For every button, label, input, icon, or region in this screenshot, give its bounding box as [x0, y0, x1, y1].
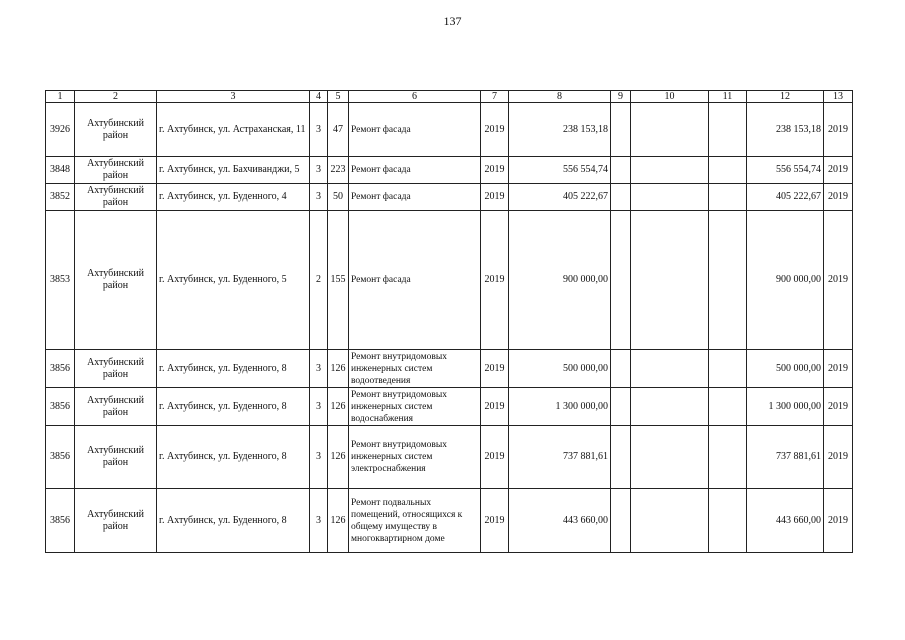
address: г. Ахтубинск, ул. Буденного, 8 — [157, 426, 310, 489]
address: г. Ахтубинск, ул. Буденного, 4 — [157, 184, 310, 211]
table-row — [46, 489, 853, 553]
cell-col9 — [611, 103, 631, 157]
column-header: 7 — [481, 91, 509, 103]
cell-col9 — [611, 350, 631, 388]
work-type: Ремонт подвальных помещений, относящихся к общему имуществу в многоквартирном доме — [349, 489, 481, 553]
table-row — [46, 350, 853, 388]
cost-total: 556 554,74 — [747, 157, 824, 184]
cell-col5: 126 — [328, 388, 349, 426]
cell-col10 — [631, 388, 709, 426]
column-header: 3 — [157, 91, 310, 103]
cell-col10 — [631, 211, 709, 350]
cost-total: 900 000,00 — [747, 211, 824, 350]
cell-col11 — [709, 211, 747, 350]
cell-col11 — [709, 157, 747, 184]
cost: 737 881,61 — [509, 426, 611, 489]
completion-year: 2019 — [824, 184, 853, 211]
cell-col5: 126 — [328, 489, 349, 553]
address: г. Ахтубинск, ул. Буденного, 8 — [157, 388, 310, 426]
cell-col10 — [631, 184, 709, 211]
row-id: 3926 — [46, 103, 75, 157]
row-id: 3856 — [46, 426, 75, 489]
row-id: 3856 — [46, 350, 75, 388]
completion-year: 2019 — [824, 103, 853, 157]
district: Ахтубинский район — [75, 103, 157, 157]
cost-total: 1 300 000,00 — [747, 388, 824, 426]
row-id: 3848 — [46, 157, 75, 184]
cost-total: 737 881,61 — [747, 426, 824, 489]
column-header: 5 — [328, 91, 349, 103]
district: Ахтубинский район — [75, 489, 157, 553]
column-header: 1 — [46, 91, 75, 103]
column-header: 10 — [631, 91, 709, 103]
column-header: 11 — [709, 91, 747, 103]
completion-year: 2019 — [824, 489, 853, 553]
completion-year: 2019 — [824, 426, 853, 489]
cell-col11 — [709, 184, 747, 211]
year: 2019 — [481, 211, 509, 350]
work-type: Ремонт внутридомовых инженерных систем электроснабжения — [349, 426, 481, 489]
cell-col9 — [611, 184, 631, 211]
row-id: 3852 — [46, 184, 75, 211]
cell-col5: 50 — [328, 184, 349, 211]
table-row — [46, 426, 853, 489]
column-header: 8 — [509, 91, 611, 103]
table-row — [46, 103, 853, 157]
work-type: Ремонт фасада — [349, 103, 481, 157]
table-row — [46, 184, 853, 211]
cost-total: 238 153,18 — [747, 103, 824, 157]
column-header: 6 — [349, 91, 481, 103]
year: 2019 — [481, 426, 509, 489]
cell-col5: 126 — [328, 350, 349, 388]
table-row — [46, 211, 853, 350]
district: Ахтубинский район — [75, 426, 157, 489]
work-type: Ремонт фасада — [349, 157, 481, 184]
table-row — [46, 157, 853, 184]
cell-col11 — [709, 103, 747, 157]
cell-col5: 47 — [328, 103, 349, 157]
district: Ахтубинский район — [75, 157, 157, 184]
column-header: 2 — [75, 91, 157, 103]
address: г. Ахтубинск, ул. Бахчиванджи, 5 — [157, 157, 310, 184]
year: 2019 — [481, 184, 509, 211]
repair-schedule-table — [45, 90, 853, 553]
cell-col11 — [709, 350, 747, 388]
cell-col4: 3 — [310, 388, 328, 426]
column-header: 9 — [611, 91, 631, 103]
cost-total: 500 000,00 — [747, 350, 824, 388]
cell-col4: 3 — [310, 157, 328, 184]
work-type: Ремонт фасада — [349, 211, 481, 350]
row-id: 3856 — [46, 489, 75, 553]
cell-col10 — [631, 103, 709, 157]
row-id: 3853 — [46, 211, 75, 350]
year: 2019 — [481, 350, 509, 388]
cell-col10 — [631, 489, 709, 553]
address: г. Ахтубинск, ул. Буденного, 8 — [157, 489, 310, 553]
address: г. Ахтубинск, ул. Астраханская, 11 — [157, 103, 310, 157]
cell-col9 — [611, 388, 631, 426]
cell-col4: 3 — [310, 489, 328, 553]
cell-col9 — [611, 426, 631, 489]
cost: 1 300 000,00 — [509, 388, 611, 426]
cell-col10 — [631, 426, 709, 489]
cell-col4: 2 — [310, 211, 328, 350]
cell-col4: 3 — [310, 184, 328, 211]
address: г. Ахтубинск, ул. Буденного, 8 — [157, 350, 310, 388]
cost: 500 000,00 — [509, 350, 611, 388]
district: Ахтубинский район — [75, 211, 157, 350]
cell-col9 — [611, 489, 631, 553]
cell-col9 — [611, 157, 631, 184]
cell-col11 — [709, 489, 747, 553]
cost: 900 000,00 — [509, 211, 611, 350]
cell-col5: 155 — [328, 211, 349, 350]
district: Ахтубинский район — [75, 184, 157, 211]
cell-col5: 223 — [328, 157, 349, 184]
column-number-row — [46, 91, 853, 103]
column-header: 12 — [747, 91, 824, 103]
work-type: Ремонт внутридомовых инженерных систем водоотведения — [349, 350, 481, 388]
year: 2019 — [481, 388, 509, 426]
cost: 405 222,67 — [509, 184, 611, 211]
completion-year: 2019 — [824, 388, 853, 426]
cell-col10 — [631, 157, 709, 184]
address: г. Ахтубинск, ул. Буденного, 5 — [157, 211, 310, 350]
work-type: Ремонт фасада — [349, 184, 481, 211]
column-header: 13 — [824, 91, 853, 103]
row-id: 3856 — [46, 388, 75, 426]
cell-col4: 3 — [310, 103, 328, 157]
completion-year: 2019 — [824, 157, 853, 184]
year: 2019 — [481, 103, 509, 157]
cost: 443 660,00 — [509, 489, 611, 553]
table-row — [46, 388, 853, 426]
cell-col4: 3 — [310, 426, 328, 489]
district: Ахтубинский район — [75, 350, 157, 388]
work-type: Ремонт внутридомовых инженерных систем водоснабжения — [349, 388, 481, 426]
completion-year: 2019 — [824, 211, 853, 350]
cost-total: 405 222,67 — [747, 184, 824, 211]
cost-total: 443 660,00 — [747, 489, 824, 553]
completion-year: 2019 — [824, 350, 853, 388]
district: Ахтубинский район — [75, 388, 157, 426]
cost: 556 554,74 — [509, 157, 611, 184]
cell-col10 — [631, 350, 709, 388]
cell-col11 — [709, 426, 747, 489]
cell-col11 — [709, 388, 747, 426]
year: 2019 — [481, 489, 509, 553]
cell-col9 — [611, 211, 631, 350]
column-header: 4 — [310, 91, 328, 103]
year: 2019 — [481, 157, 509, 184]
cell-col5: 126 — [328, 426, 349, 489]
page-number: 137 — [443, 14, 462, 28]
cost: 238 153,18 — [509, 103, 611, 157]
cell-col4: 3 — [310, 350, 328, 388]
